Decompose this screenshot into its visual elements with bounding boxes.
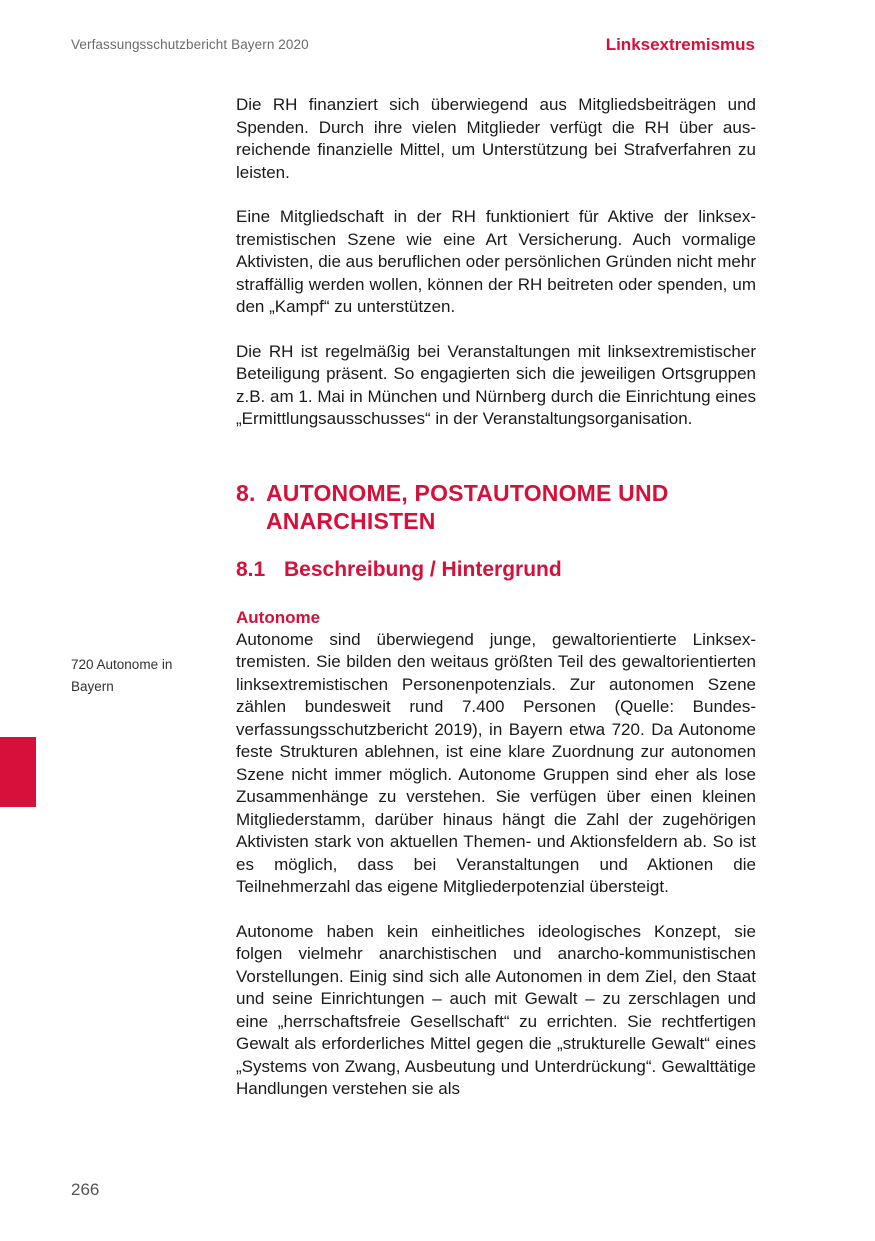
paragraph: Eine Mitgliedschaft in der RH funktioniert für Aktive der linksextremistischen Szene wie eine Art Versicherung. Auch vormalige Aktivisten, die aus beruflichen oder persönlichen Gründen nicht mehr straffällig werden wollen, können der RH beitreten oder spenden, um den „Kampf“ zu unterstützen. <box>236 207 756 316</box>
margin-note-line: 720 Autonome in <box>71 657 173 672</box>
margin-note-line: Bayern <box>71 679 114 694</box>
subsection-title: Beschreibung / Hintergrund <box>284 557 562 581</box>
topic-heading: Autonome <box>236 607 321 627</box>
section-number: 8. <box>236 479 256 506</box>
section-heading <box>236 479 756 535</box>
paragraph: Autonome haben kein einheitliches ideologisches Konzept, sie folgen vielmehr anarchistischen und anarcho-kommunistischen Vorstellungen. Einig sind sich alle Autonomen in dem Ziel, den Staat und seine Einrichtungen – auch mit Gewalt – zu zerschlagen und eine „herrschaftsfreie Gesellschaft“ zu errichten. Sie rechtfertigen Gewalt als erforderliches Mittel gegen die „strukturelle Gewalt“ eines „Systems von Zwang, Ausbeutung und Unterdrückung“. Gewalttätige Handlungen verstehen sie als <box>236 921 756 1098</box>
page-number: 266 <box>71 1180 100 1199</box>
subsection-heading <box>236 557 756 583</box>
running-header-title: Verfassungsschutzbericht Bayern 2020 <box>71 37 309 52</box>
paragraph: Die RH ist regelmäßig bei Veranstaltungen mit linksextremistischer Beteiligung präsent. So engagierten sich die jeweiligen Ortsgruppen z.B. am 1. Mai in München und Nürnberg durch die Einrichtung eines „Ermittlungsausschusses“ in der Veranstaltungsorganisation. <box>236 341 756 428</box>
running-header-chapter: Linksextremismus <box>605 35 755 54</box>
section-title: AUTONOME, POSTAUTONOME UND ANARCHISTEN <box>266 479 669 534</box>
paragraph: Autonome sind überwiegend junge, gewaltorientierte Linksextremisten. Sie bilden den weitaus größten Teil des gewaltorientierten linksextremistischen Personenpotenzials. Zur autonomen Szene zählen bundesweit rund 7.400 Personen (Quelle: Bundesverfassungsschutzbericht 2019), in Bayern etwa 720. Da Autonome feste Strukturen ablehnen, ist eine klare Zuordnung zur autonomen Szene nicht immer möglich. Autonome Gruppen sind eher als lose Zusammenhänge zu verstehen. Sie verfügen über einen kleinen Mitgliederstamm, darüber hinaus hängt die Zahl der zugehörigen Aktivisten stark von aktuellen Themen- und Aktionsfeldern ab. So ist es möglich, dass bei Veranstaltungen und Aktionen die Teilnehmerzahl das eigene Mitgliederpotenzial übersteigt. <box>236 629 756 896</box>
margin-note <box>71 654 211 698</box>
paragraph: Die RH finanziert sich überwiegend aus Mitgliedsbeiträgen und Spenden. Durch ihre vielen Mitglieder verfügt die RH über ausreichende finanzielle Mittel, um Unterstützung bei Strafverfahren zu leisten. <box>236 95 756 182</box>
chapter-side-tab <box>0 737 36 807</box>
subsection-number: 8.1 <box>236 557 266 581</box>
main-content <box>236 94 756 1101</box>
